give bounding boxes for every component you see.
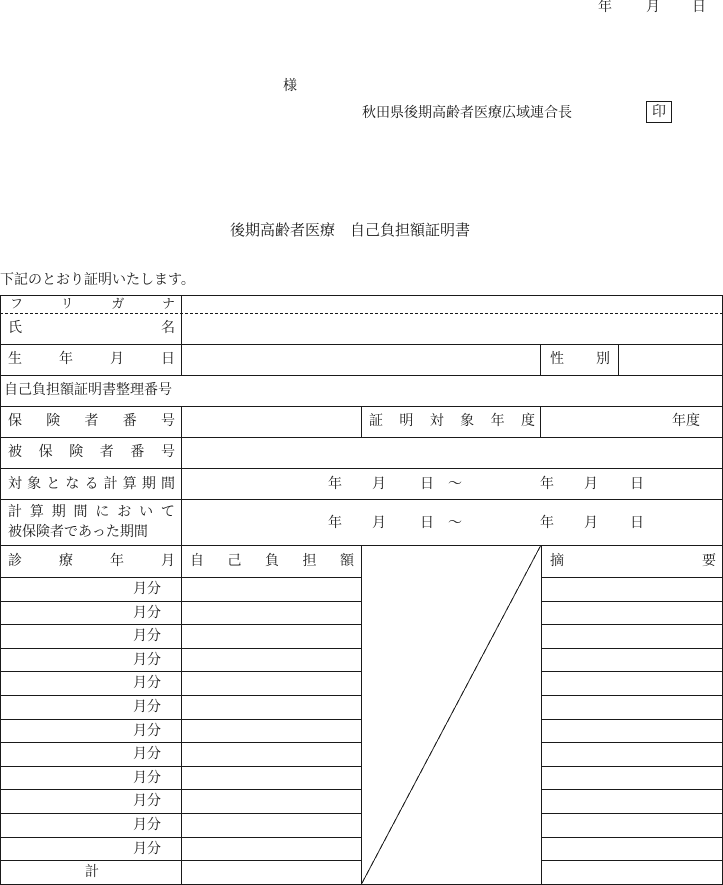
col-notes-header: 摘 要 xyxy=(550,553,716,569)
month-label: 月分 xyxy=(133,581,161,597)
notes-field[interactable] xyxy=(543,602,721,624)
notes-field[interactable] xyxy=(543,672,721,694)
blank-diagonal xyxy=(361,545,541,885)
cert-number-field[interactable] xyxy=(183,377,721,405)
total-label: 計 xyxy=(85,864,99,880)
insured-period-to: 年 月 日 xyxy=(540,515,644,531)
amount-field[interactable] xyxy=(183,720,360,742)
amount-field[interactable] xyxy=(183,578,360,600)
month-label: 月分 xyxy=(133,675,161,691)
calc-period-to: 年 月 日 xyxy=(540,476,644,492)
cert-number-label: 自己負担額証明書整理番号 xyxy=(4,382,172,398)
notes-field[interactable] xyxy=(543,649,721,671)
insurer-number-label: 保 険 者 番 号 xyxy=(8,413,175,429)
amount-field[interactable] xyxy=(183,625,360,647)
amount-field[interactable] xyxy=(183,838,360,860)
issuer-name: 秋田県後期高齢者医療広域連合長 xyxy=(362,105,572,121)
birthdate-field[interactable] xyxy=(183,346,539,374)
col-amount-header: 自 己 負 担 額 xyxy=(190,553,354,569)
amount-field[interactable] xyxy=(183,672,360,694)
month-label: 月分 xyxy=(133,793,161,809)
notes-field[interactable] xyxy=(543,838,721,860)
furigana-field[interactable] xyxy=(183,297,721,312)
month-label: 月分 xyxy=(133,746,161,762)
year-suffix: 年度 xyxy=(672,413,700,429)
name-field[interactable] xyxy=(183,315,721,343)
addressee-suffix: 様 xyxy=(283,78,297,94)
month-label: 月分 xyxy=(133,723,161,739)
month-label: 月分 xyxy=(133,699,161,715)
date-month-label: 月 xyxy=(646,0,660,15)
insured-period-label-line2: 被保険者であった期間 xyxy=(8,524,148,540)
notes-field[interactable] xyxy=(543,696,721,718)
sex-label: 性 別 xyxy=(550,351,610,367)
amount-field[interactable] xyxy=(183,696,360,718)
month-label: 月分 xyxy=(133,628,161,644)
amount-field[interactable] xyxy=(183,649,360,671)
notes-field[interactable] xyxy=(543,625,721,647)
notes-field[interactable] xyxy=(543,767,721,789)
insurer-number-field[interactable] xyxy=(183,408,360,436)
amount-field[interactable] xyxy=(183,743,360,765)
sex-field[interactable] xyxy=(620,346,721,374)
month-label: 月分 xyxy=(133,841,161,857)
month-label: 月分 xyxy=(133,817,161,833)
insured-period-from: 年 月 日 〜 xyxy=(328,515,462,531)
month-label: 月分 xyxy=(133,652,161,668)
notes-field[interactable] xyxy=(543,720,721,742)
notes-field[interactable] xyxy=(543,743,721,765)
insured-period-label-line1: 計 算 期 間 に お い て xyxy=(8,504,175,520)
cert-target-year-label: 証 明 対 象 年 度 xyxy=(369,413,535,429)
notes-field[interactable] xyxy=(543,790,721,812)
notes-field[interactable] xyxy=(543,578,721,600)
col-month-header: 診 療 年 月 xyxy=(8,553,175,569)
amount-field[interactable] xyxy=(183,814,360,836)
intro-text: 下記のとおり証明いたします。 xyxy=(0,272,195,288)
date-day-label: 日 xyxy=(692,0,706,15)
seal-box: 印 xyxy=(646,101,672,123)
month-label: 月分 xyxy=(133,605,161,621)
amount-field[interactable] xyxy=(183,861,360,883)
date-year-label: 年 xyxy=(598,0,612,15)
notes-field[interactable] xyxy=(543,814,721,836)
notes-field[interactable] xyxy=(543,861,721,883)
document-title: 後期高齢者医療 自己負担額証明書 xyxy=(230,221,471,239)
insured-number-field[interactable] xyxy=(183,439,721,467)
month-label: 月分 xyxy=(133,770,161,786)
furigana-label: フ リ ガ ナ xyxy=(10,297,175,312)
birthdate-label: 生 年 月 日 xyxy=(8,351,175,367)
amount-field[interactable] xyxy=(183,767,360,789)
amount-field[interactable] xyxy=(183,602,360,624)
insured-number-label: 被 保 険 者 番 号 xyxy=(8,444,175,460)
name-label: 氏 名 xyxy=(8,320,175,336)
calc-period-from: 年 月 日 〜 xyxy=(328,476,462,492)
calc-period-label: 対 象 と な る 計 算 期 間 xyxy=(8,476,175,492)
amount-field[interactable] xyxy=(183,790,360,812)
